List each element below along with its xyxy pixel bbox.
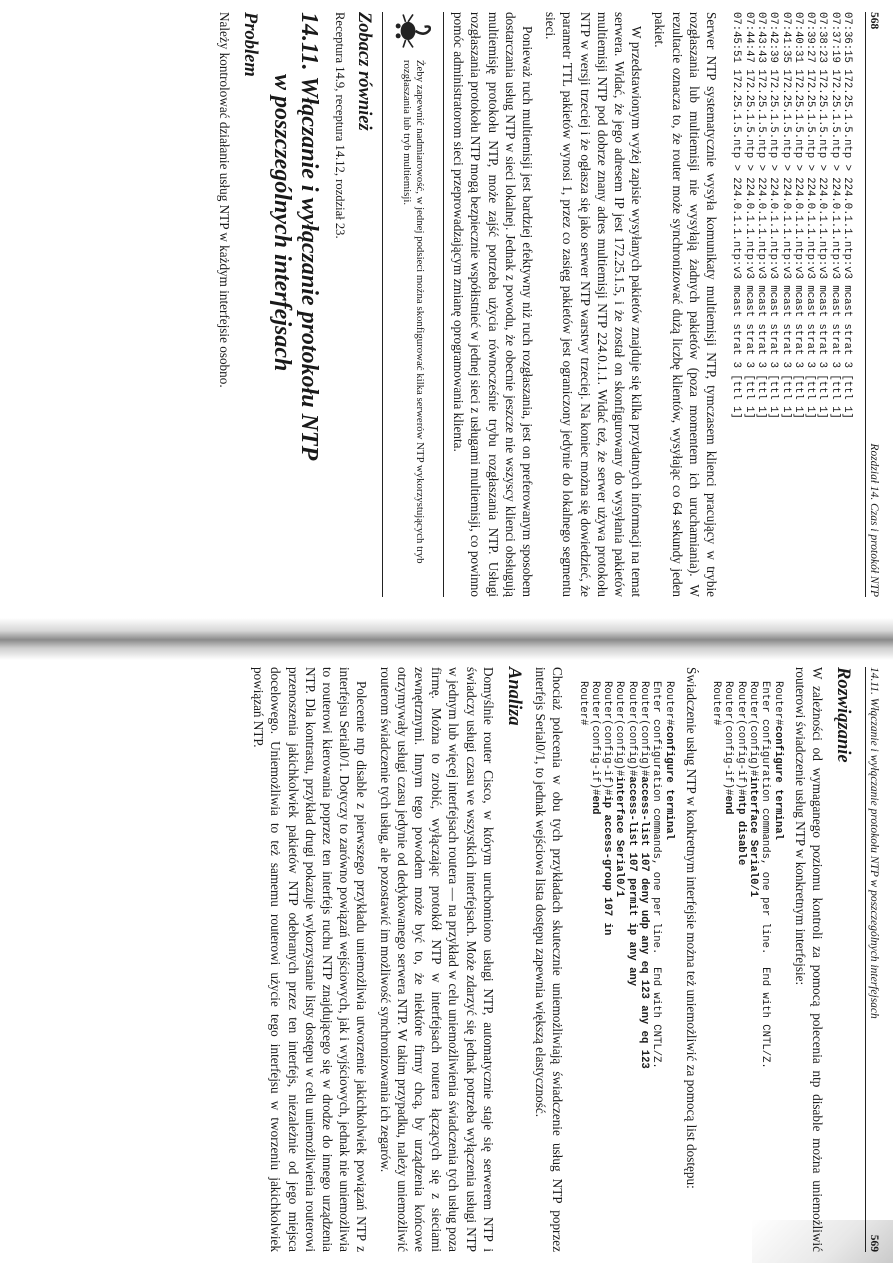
- code-line: Router(config)#access-list 107 deny udp any eq 123 any eq 123: [638, 681, 651, 1069]
- ntp-multicast-log: [730, 12, 853, 607]
- analysis-heading: Analiza: [503, 667, 524, 726]
- code-line: Router#: [576, 681, 589, 726]
- code-listing-ntp-disable: [710, 667, 784, 1252]
- code-line: Router#: [710, 681, 723, 726]
- analysis-paragraph-1: Domyślnie router Cisco, w którym uruchomiono usługi NTP, automatycznie staje się serwerem NTP i świadczy usługi czasu we wszystkich interfejsach. Może zdarzyć się jednak potrzeba wyłączenia usługi NTP w jednym lub więcej interfejsach routera — na przykład w celu uniemożliwienia świadczenia tych usług poza firmę. Można to zrobić, wyłączając protokół NTP w interfejsach routera łączących się z sieciami zewnętrznymi. Innym tego powodem może być to, że niektóre firmy chcą, by urządzenia końcowe otrzymywały usługi czasu jedynie od dedykowanego serwera NTP. W takim przypadku, należy uniemożliwić routerom świadczenie tych usług, ale pozostawić im możliwość synchronizowania ich zegarów.: [377, 667, 496, 1252]
- see-also-text: Receptura 14.9, receptura 14.12, rozdział 23.: [332, 12, 347, 239]
- code-listing-access-list: [576, 667, 674, 1252]
- scorpion-note-icon: [389, 12, 437, 50]
- page-569: [30, 667, 880, 1252]
- code-line: Router#configure terminal: [771, 681, 784, 840]
- page-number: 569: [868, 1234, 880, 1252]
- code-line: Router(config-if)#ntp disable: [734, 681, 747, 866]
- code-line: 07:41:35 172.25.1.5.ntp > 224.0.1.1.ntp:v3 mcast strat 3 [ttl 1]: [779, 12, 792, 419]
- solution-end: Chociaż polecenia w obu tych przykładach skutecznie uniemożliwiają świadczenie usług NTP poprzez interfejs Serial0/1, to jednak wejściowa lista dostępu zapewnia większą elastyczność.: [533, 667, 566, 1252]
- solution-mid: Świadczenie usług NTP w konkretnym interfejsie można też uniemożliwić za pomocą list dostępu:: [683, 667, 699, 1189]
- code-line: Router(config-if)#end: [722, 681, 735, 815]
- running-head-title: 14.11. Włączanie i wyłączanie protokołu NTP w poszczególnych interfejsach: [868, 667, 880, 1019]
- code-line: Router(config-if)#end: [588, 681, 601, 815]
- page-number: 568: [868, 12, 880, 30]
- code-line: Enter configuration commands, one per line. End with CNTL/Z.: [650, 681, 663, 1069]
- running-head-568: [865, 12, 880, 597]
- recipe-title: [268, 12, 322, 597]
- code-line: Router(config-if)#ip access-group 107 in: [601, 681, 614, 936]
- note-box: [382, 12, 444, 597]
- code-line: 07:40:31 172.25.1.5.ntp > 224.0.1.1.ntp:v3 mcast strat 3 [ttl 1]: [791, 12, 804, 419]
- code-line: 07:39:27 172.25.1.5.ntp > 224.0.1.1.ntp:v3 mcast strat 3 [ttl 1]: [804, 12, 817, 419]
- code-line: 07:42:39 172.25.1.5.ntp > 224.0.1.1.ntp:v3 mcast strat 3 [ttl 1]: [767, 12, 780, 419]
- see-also-heading: Zobacz również: [353, 12, 374, 131]
- page-568: [30, 12, 880, 607]
- problem-heading: Problem: [239, 12, 260, 77]
- recipe-title-line-1: 14.11. Włączanie i wyłączanie protokołu NTP: [295, 12, 322, 461]
- paragraph: Ponieważ ruch multiemisji jest bardziej efektywny niż ruch rozgłaszania, jest on preferowanym sposobem dostarczania usług NTP w sieci lokalnej. Jednak z powodu, że obecnie jeszcze nie wszyscy klienci obsługują multiemisję protokołu NTP, może zajść potrzeba użycia równocześnie trybu rozgłaszania NTP. Usługi rozgłaszania protokołu NTP mogą bezpiecznie współistnieć w jednej sieci z usługami multiemisji, co powinno pomóc administratorom sieci przeprowadzającym zmianę oprogramowania klienta.: [451, 12, 535, 597]
- code-line: 07:38:23 172.25.1.5.ntp > 224.0.1.1.ntp:v3 mcast strat 3 [ttl 1]: [816, 12, 829, 419]
- code-line: 07:45:51 172.25.1.5.ntp > 224.0.1.1.ntp:v3 mcast strat 3 [ttl 1]: [730, 12, 743, 419]
- code-line: Router(config)#interface Serial0/1: [613, 681, 626, 898]
- paragraph: Serwer NTP systematycznie wysyła komunikaty multiemisji NTP, tymczasem klienci pracujący w trybie rozgłaszania lub multiemisji nie wysyłają żadnych pakietów (poza momentem ich uruchamiania). W rezultacie oznacza to, że router może synchronizować dużą liczbę klientów, wysyłając co 64 sekundy jeden pakiet.: [652, 12, 720, 597]
- code-line: 07:36:15 172.25.1.5.ntp > 224.0.1.1.ntp:v3 mcast strat 3 [ttl 1]: [841, 12, 853, 419]
- paragraph: W przedstawionym wyżej zapisie wysyłanych pakietów znajduje się kilka przydatnych informacji na temat serwera. Widać, że jego adresem IP jest 172.25.1.5, i że został on skonfigurowany do wysyłania pakietów multiemisji NTP pod dobrze znany adres multiemisji NTP 224.0.1.1. Widać też, że serwer używa protokołu NTP w wersji trzeciej i że ogłasza się jako serwer NTP warstwy trzeciej. Na koniec można się dowiedzieć, że parametr TTL pakietów wynosi 1, przez co zasięg pakietów jest ograniczony jedynie do lokalnego segmentu sieci.: [543, 12, 645, 597]
- analysis-paragraph-2: Polecenie ntp disable z pierwszego przykładu uniemożliwia utworzenie jakichkolwiek powiązań NTP z interfejsu Serial0/1. Dotyczy to zarówno powiązań wejściowych, jak i wyjściowych, jednak nie uniemożliwia to routerowi kierowania poprzez ten interfejs ruchu NTP znajdującego się w drodze do innego urządzenia NTP. Dla kontrastu, przykład drugi pokazuje wykorzystanie listy dostępu w celu uniemożliwienia routerowi przenoszenia jakichkolwiek pakietów NTP odebranych przez ten interfejs, niezależnie od jego miejsca docelowego. Uniemożliwia to też samemu routerowi użycie tego interfejsu w tworzeniu jakichkolwiek powiązań NTP.: [251, 667, 370, 1252]
- code-line: 07:43:43 172.25.1.5.ntp > 224.0.1.1.ntp:v3 mcast strat 3 [ttl 1]: [754, 12, 767, 419]
- code-line: Router(config)#access-list 107 permit ip any any: [625, 681, 638, 987]
- code-line: 07:44:47 172.25.1.5.ntp > 224.0.1.1.ntp:v3 mcast strat 3 [ttl 1]: [742, 12, 755, 419]
- code-line: Router#configure terminal: [662, 681, 675, 840]
- running-head-569: [865, 667, 880, 1252]
- solution-intro: W zależności od wymaganego poziomu kontroli za pomocą polecenia ntp disable można uniemożliwić routerowi świadczenie usług NTP w konkretnym interfejsie:: [792, 667, 825, 1252]
- scan-gutter-shadow: [0, 618, 893, 660]
- recipe-title-line-2: w poszczególnych interfejsach: [268, 74, 295, 372]
- note-text: Żeby zapewnić nadmiarowość, w jednej podsieci można skonfigurować kilka serwerów NTP wykorzystujących tryb rozgłaszania lub tryb multiemisji.: [400, 59, 426, 564]
- solution-heading: Rozwiązanie: [833, 667, 853, 763]
- code-line: Router(config)#interface Serial0/1: [747, 681, 759, 898]
- code-line: 07:37:19 172.25.1.5.ntp > 224.0.1.1.ntp:v3 mcast strat 3 [ttl 1]: [828, 12, 841, 419]
- running-head-title: Rozdział 14. Czas i protokół NTP: [868, 443, 880, 597]
- problem-text: Należy kontrolować działanie usług NTP w każdym interfejsie osobno.: [216, 12, 232, 388]
- code-line: Enter configuration commands, one per line. End with CNTL/Z.: [759, 681, 772, 1069]
